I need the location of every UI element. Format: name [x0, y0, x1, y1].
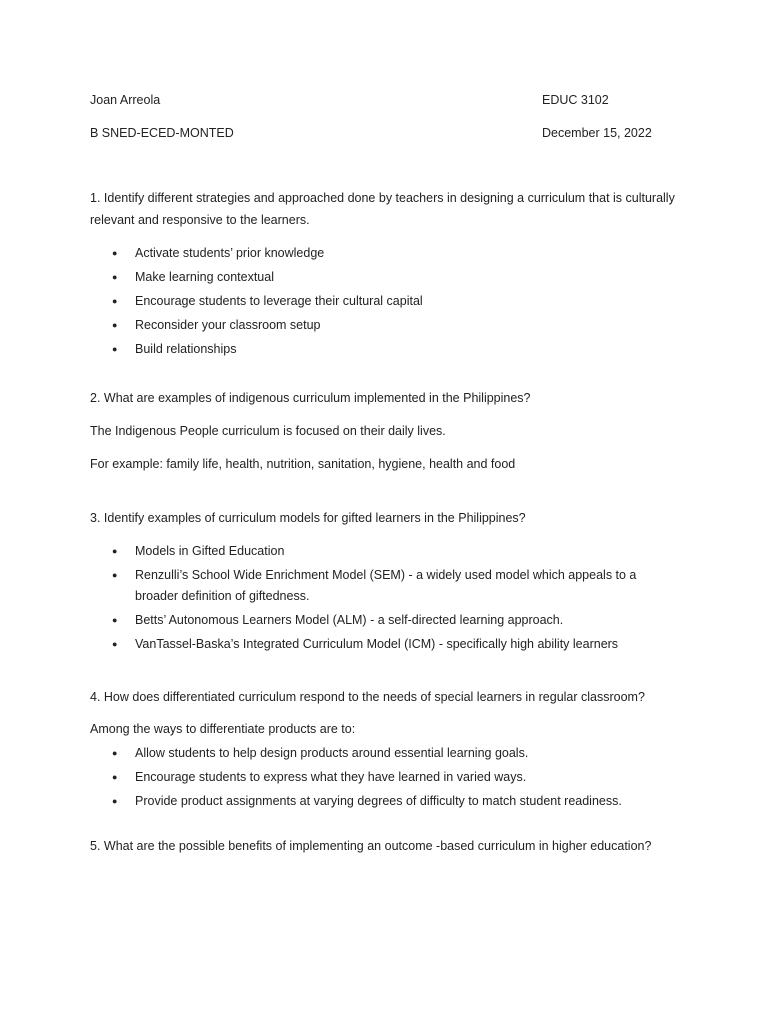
course-code: EDUC 3102	[542, 93, 609, 107]
list-item: ● Encourage students to leverage their cultural capital	[90, 291, 690, 312]
question-4-intro: Among the ways to differentiate products are to:	[90, 722, 356, 736]
list-item: ● Betts’ Autonomous Learners Model (ALM) - a self-directed learning approach.	[90, 610, 690, 631]
question-5: 5. What are the possible benefits of implementing an outcome -based curriculum in higher education?	[90, 839, 652, 853]
list-item: ● Provide product assignments at varying degrees of difficulty to match student readiness.	[90, 791, 690, 812]
question-1: 1. Identify different strategies and approached done by teachers in designing a curriculum that is culturally relevant and responsive to the learners.	[90, 191, 675, 227]
list-item: ● Activate students’ prior knowledge	[90, 243, 690, 264]
bullet-icon: ●	[112, 639, 118, 649]
bullet-icon: ●	[112, 570, 118, 580]
bullet-icon: ●	[112, 296, 118, 306]
bullet-icon: ●	[112, 748, 118, 758]
question-3-answer-list	[90, 541, 690, 658]
bullet-icon: ●	[112, 344, 118, 354]
question-1-answer-list	[90, 243, 690, 363]
list-item: ● Encourage students to express what they have learned in varied ways.	[90, 767, 690, 788]
bullet-icon: ●	[112, 615, 118, 625]
list-item: ● Make learning contextual	[90, 267, 690, 288]
question-2: 2. What are examples of indigenous curriculum implemented in the Philippines?	[90, 391, 531, 405]
bullet-icon: ●	[112, 546, 118, 556]
bullet-icon: ●	[112, 248, 118, 258]
bullet-icon: ●	[112, 772, 118, 782]
list-item: ● Renzulli’s School Wide Enrichment Model (SEM) - a widely used model which appeals to a broader definition of giftedness.	[90, 565, 690, 607]
bullet-icon: ●	[112, 272, 118, 282]
document-date: December 15, 2022	[542, 126, 652, 140]
program-name: B SNED-ECED-MONTED	[90, 126, 234, 140]
question-4-answer-list	[90, 743, 690, 815]
author-name: Joan Arreola	[90, 93, 161, 107]
question-2-answer-line-1: The Indigenous People curriculum is focused on their daily lives.	[90, 424, 446, 438]
list-item: ● Reconsider your classroom setup	[90, 315, 690, 336]
list-item: ● Allow students to help design products around essential learning goals.	[90, 743, 690, 764]
question-4: 4. How does differentiated curriculum respond to the needs of special learners in regular classroom?	[90, 690, 645, 704]
question-3: 3. Identify examples of curriculum models for gifted learners in the Philippines?	[90, 511, 526, 525]
bullet-icon: ●	[112, 796, 118, 806]
list-item: ● Build relationships	[90, 339, 690, 360]
question-2-answer-line-2: For example: family life, health, nutrition, sanitation, hygiene, health and food	[90, 457, 516, 471]
list-item: ● VanTassel-Baska’s Integrated Curriculum Model (ICM) - specifically high ability learners	[90, 634, 690, 655]
bullet-icon: ●	[112, 320, 118, 330]
list-item: ● Models in Gifted Education	[90, 541, 690, 562]
